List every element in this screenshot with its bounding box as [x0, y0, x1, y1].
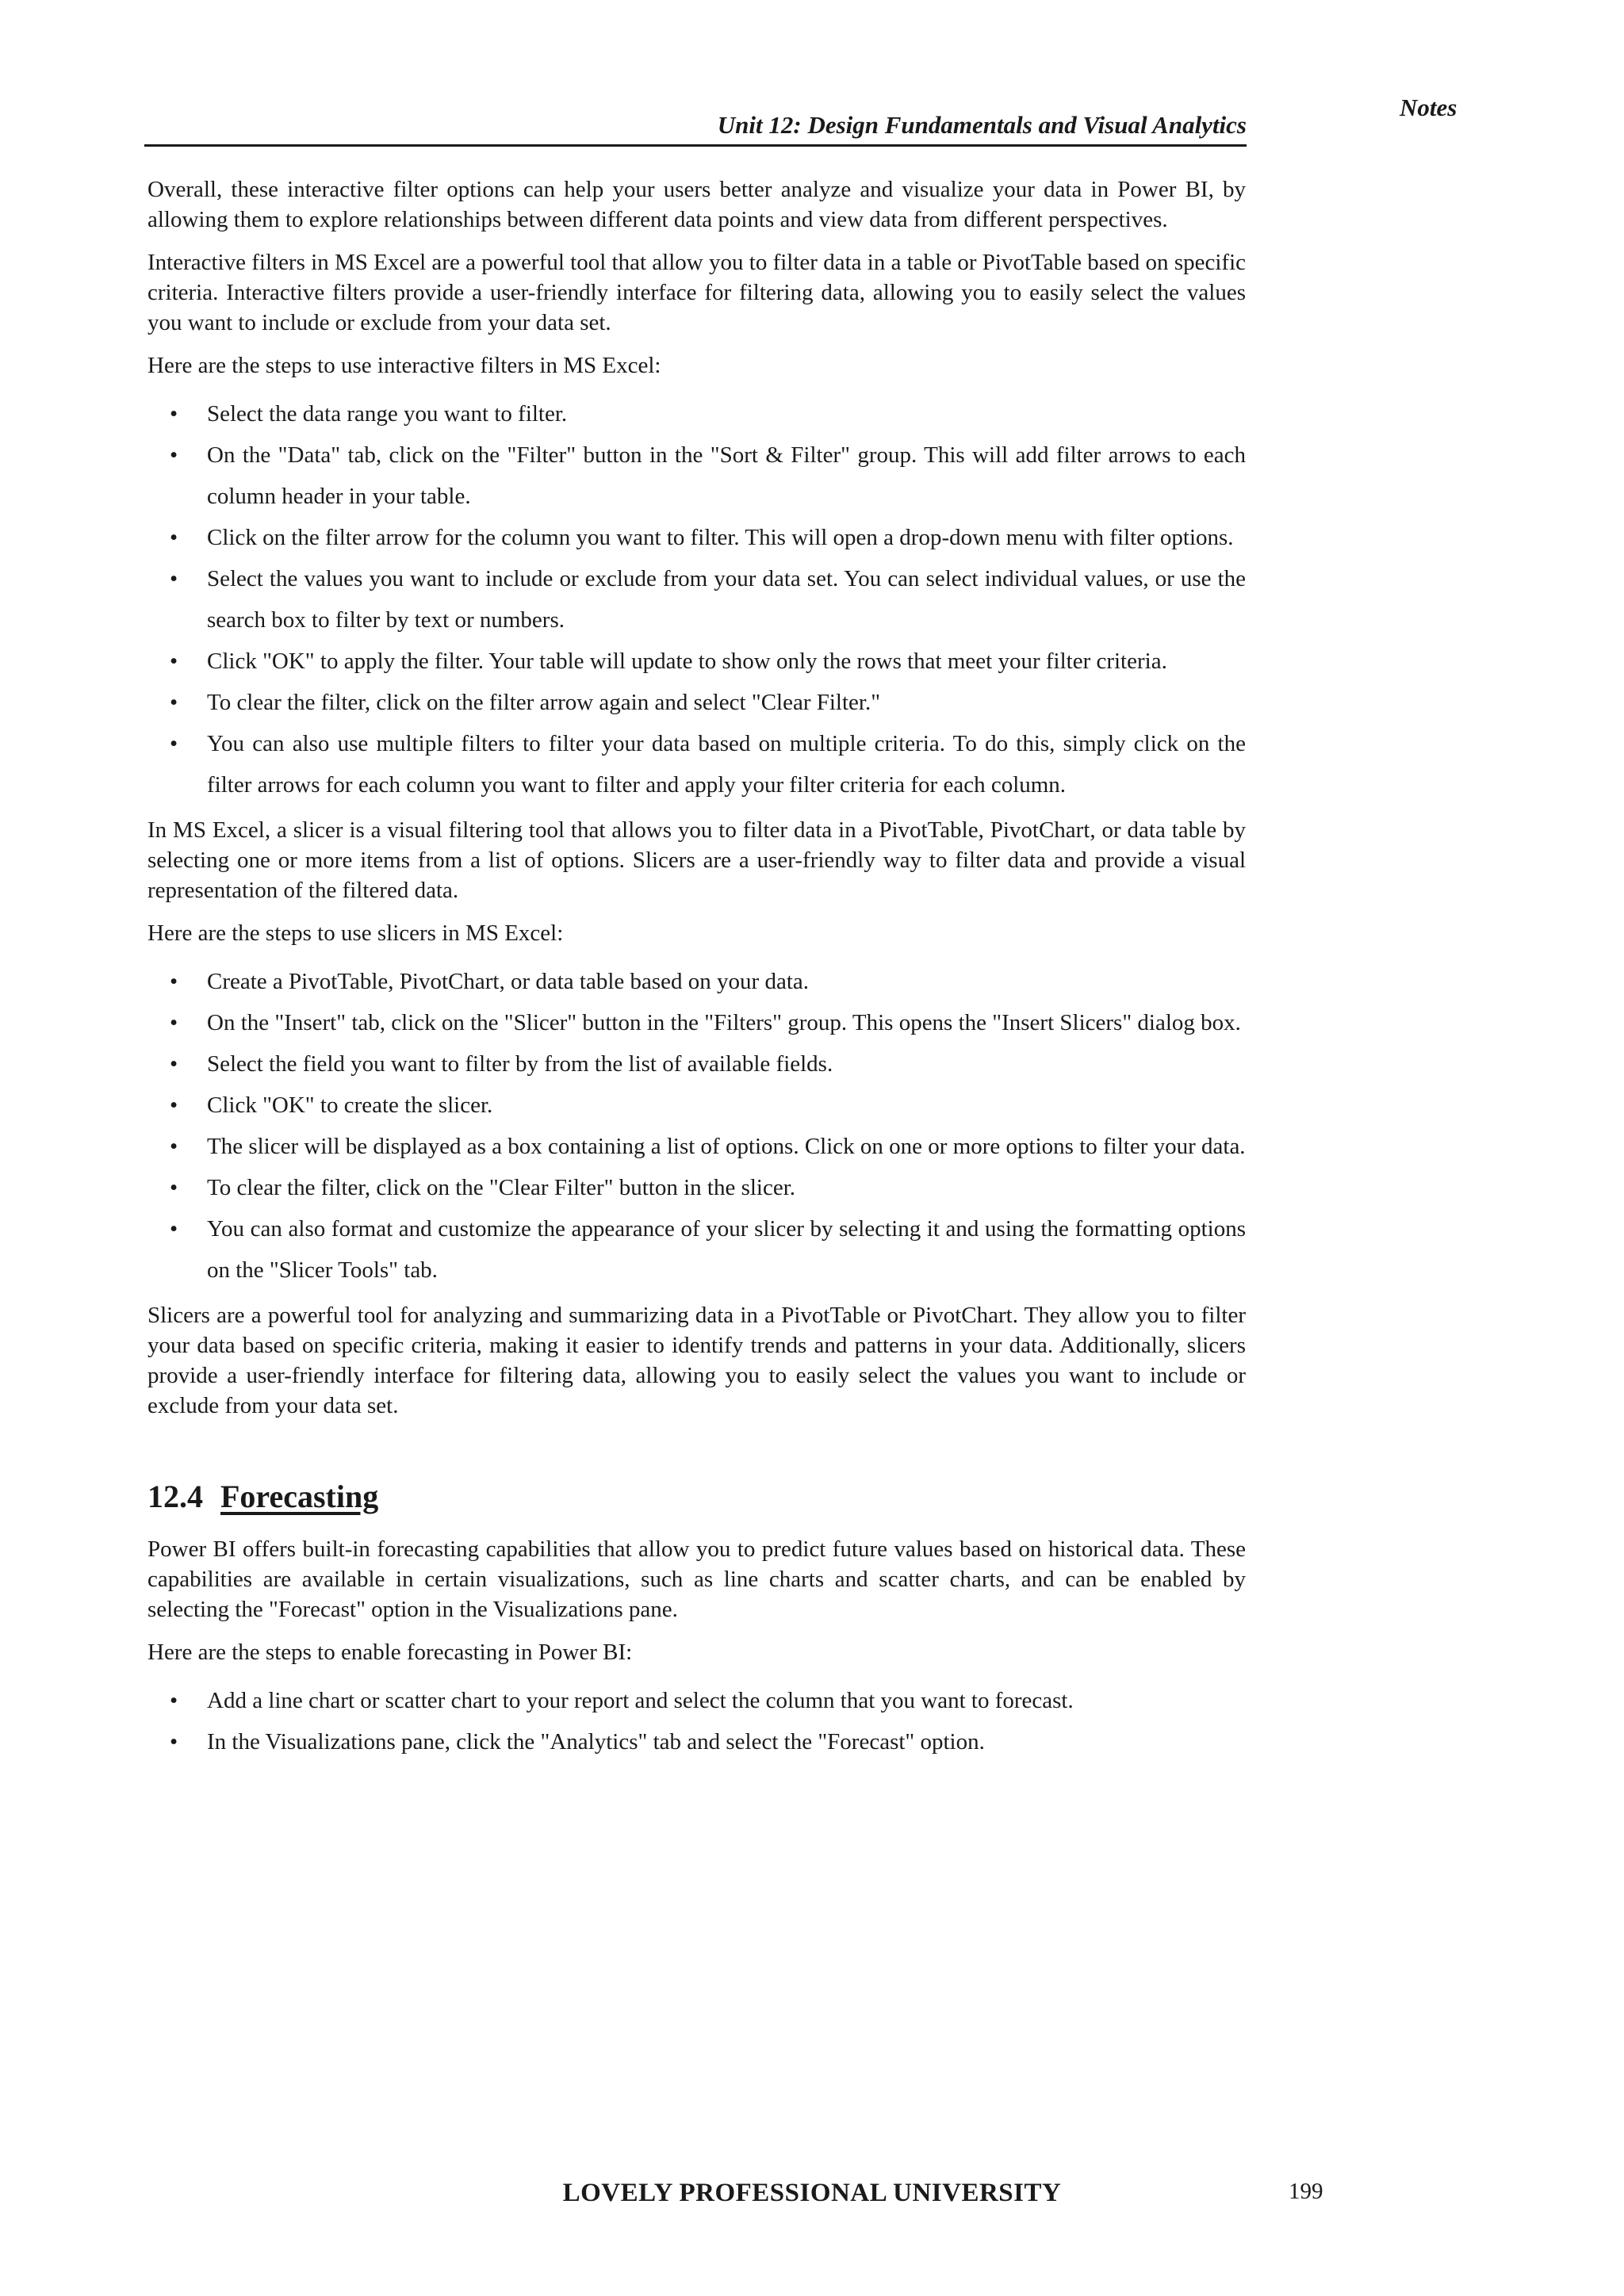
paragraph: Here are the steps to enable forecasting in Power BI: — [147, 1640, 633, 1665]
bullet-icon: • — [170, 1010, 178, 1035]
list-item: • Click "OK" to create the slicer. — [147, 1085, 1246, 1126]
paragraph: Here are the steps to use interactive filters in MS Excel: — [147, 353, 661, 378]
list-item: • To clear the filter, click on the filter arrow again and select "Clear Filter." — [147, 682, 1246, 723]
bullet-icon: • — [170, 649, 178, 674]
list-item: • You can also format and customize the appearance of your slicer by selecting it and using the formatting options on the "Slicer Tools" tab. — [147, 1208, 1246, 1291]
bullet-icon: • — [170, 969, 178, 994]
section-title: Forecasting — [220, 1479, 379, 1514]
bullet-list-forecasting — [147, 1680, 1246, 1762]
list-item: • Select the values you want to include or exclude from your data set. You can select individual values, or use the search box to filter by text or numbers. — [147, 558, 1246, 641]
list-item: • Add a line chart or scatter chart to your report and select the column that you want to forecast. — [147, 1680, 1246, 1721]
paragraph: Here are the steps to use slicers in MS Excel: — [147, 920, 564, 946]
paragraph: Slicers are a powerful tool for analyzing and summarizing data in a PivotTable or PivotChart. They allow you to filter your data based on specific criteria, making it easier to identify trends and patterns in your data. Additionally, slicers provide a user-friendly interface for filtering data, allowing you to easily select the values you want to include or exclude from your data set. — [147, 1303, 1246, 1418]
list-item: • Select the field you want to filter by from the list of available fields. — [147, 1043, 1246, 1085]
bullet-icon: • — [170, 690, 178, 715]
bullet-list-slicers — [147, 961, 1246, 1291]
list-item: • Create a PivotTable, PivotChart, or data table based on your data. — [147, 961, 1246, 1002]
bullet-icon: • — [170, 1175, 178, 1200]
bullet-icon: • — [170, 1729, 178, 1755]
bullet-list-excel-filters — [147, 393, 1246, 806]
list-item: • On the "Insert" tab, click on the "Slicer" button in the "Filters" group. This opens the "Insert Slicers" dialog box. — [147, 1002, 1246, 1043]
list-item: • You can also use multiple filters to filter your data based on multiple criteria. To do this, simply click on the filter arrows for each column you want to filter and apply your filter criteria for each column. — [147, 723, 1246, 806]
bullet-icon: • — [170, 731, 178, 756]
bullet-icon: • — [170, 1688, 178, 1713]
list-item: • Click "OK" to apply the filter. Your table will update to show only the rows that meet your filter criteria. — [147, 641, 1246, 682]
running-header: Unit 12: Design Fundamentals and Visual Analytics — [144, 111, 1247, 147]
notes-margin-label: Notes — [1400, 94, 1457, 121]
bullet-icon: • — [170, 566, 178, 591]
page-body — [147, 174, 1246, 1772]
paragraph: In MS Excel, a slicer is a visual filtering tool that allows you to filter data in a PivotTable, PivotChart, or data table by selecting one or more items from a list of options. Slicers are a user-friendly way to filter data and provide a visual representation of the filtered data. — [147, 817, 1246, 903]
list-item: • On the "Data" tab, click on the "Filter" button in the "Sort & Filter" group. This will add filter arrows to each column header in your table. — [147, 434, 1246, 517]
bullet-icon: • — [170, 1051, 178, 1077]
bullet-icon: • — [170, 1134, 178, 1159]
section-heading — [147, 1478, 1246, 1515]
paragraph: Interactive filters in MS Excel are a powerful tool that allow you to filter data in a table or PivotTable based on specific criteria. Interactive filters provide a user-friendly interface for filtering data, allowing you to easily select the values you want to include or exclude from your data set. — [147, 250, 1246, 335]
bullet-icon: • — [170, 1216, 178, 1242]
list-item: • The slicer will be displayed as a box containing a list of options. Click on one or more options to filter your data. — [147, 1126, 1246, 1167]
paragraph: Power BI offers built-in forecasting capabilities that allow you to predict future values based on historical data. These capabilities are available in certain visualizations, such as line charts and scatter charts, and can be enabled by selecting the "Forecast" option in the Visualizations pane. — [147, 1536, 1246, 1622]
paragraph: Overall, these interactive filter options can help your users better analyze and visualize your data in Power BI, by allowing them to explore relationships between different data points and view data from different perspectives. — [147, 177, 1246, 232]
list-item: • Click on the filter arrow for the column you want to filter. This will open a drop-down menu with filter options. — [147, 517, 1246, 558]
bullet-icon: • — [170, 442, 178, 468]
bullet-icon: • — [170, 1093, 178, 1118]
bullet-icon: • — [170, 525, 178, 550]
list-item: • In the Visualizations pane, click the "Analytics" tab and select the "Forecast" option. — [147, 1721, 1246, 1762]
bullet-icon: • — [170, 401, 178, 427]
page-number: 199 — [1289, 2179, 1323, 2204]
section-number: 12.4 — [147, 1479, 203, 1514]
list-item: • To clear the filter, click on the "Clear Filter" button in the slicer. — [147, 1167, 1246, 1208]
footer-university-name: LOVELY PROFESSIONAL UNIVERSITY — [562, 2179, 1062, 2207]
list-item: • Select the data range you want to filter. — [147, 393, 1246, 434]
